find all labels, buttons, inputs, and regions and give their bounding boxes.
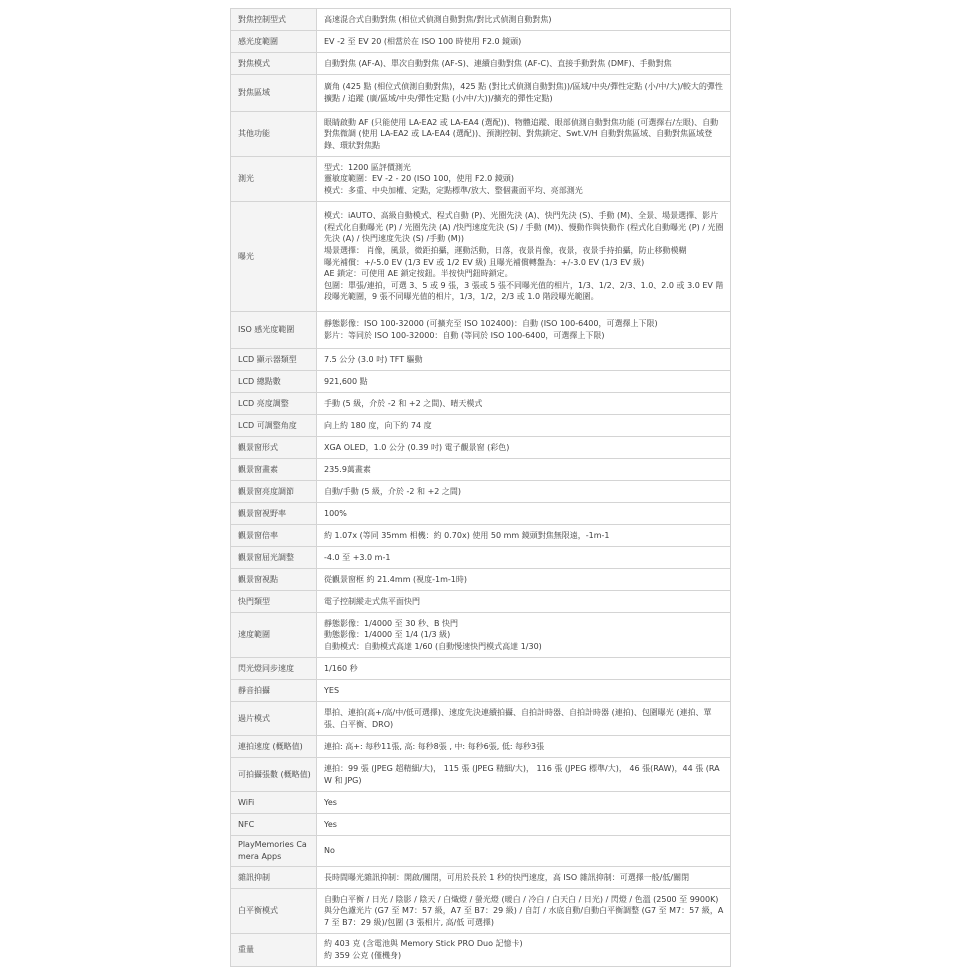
spec-label: 感光度範圍 [231,31,317,53]
spec-value [317,547,731,569]
spec-value [317,437,731,459]
spec-value-line: 廣角 (425 點 (相位式偵測自動對焦)，425 點 (對比式偵測自動對焦))/區域/中央/彈性定點 (小/中/大)/較大的彈性擴點 / 追蹤 (廣/區域/中央/彈性定點 (小/中/大))/擴充的彈性定點) [324,82,723,103]
spec-row [231,934,731,967]
spec-row [231,9,731,31]
spec-table [230,8,731,967]
spec-value [317,736,731,758]
spec-value-line: 模式：iAUTO、高級自動模式、程式自動 (P)、光圈先決 (A)、快門先決 (S)、手動 (M)、全景、場景選擇、影片 (程式化自動曝光 (P) / 光圈先決 (A) /快門速度先決 (S) / 手動 (M))、慢動作與快動作 (程式化自動曝光 (P) / 光圈先決 (A) / 快門速度先決 (S) /手動 (M)) [324,211,724,244]
spec-label: PlayMemories Camera Apps [231,836,317,867]
spec-label: NFC [231,814,317,836]
spec-row [231,503,731,525]
spec-row [231,53,731,75]
spec-row [231,547,731,569]
spec-value [317,680,731,702]
spec-value [317,31,731,53]
spec-value [317,393,731,415]
spec-label: 白平衡模式 [231,889,317,934]
spec-label: 重量 [231,934,317,967]
spec-table-body [231,9,731,967]
spec-value-line: YES [324,685,340,695]
spec-row [231,736,731,758]
spec-value-line: 手動 (5 級，介於 -2 和 +2 之間)、晴天模式 [324,398,483,408]
spec-value-line: 100% [324,508,347,518]
spec-value [317,312,731,349]
spec-value-line: 約 403 克 (含電池與 Memory Stick PRO Duo 記憶卡) [324,939,523,949]
spec-value [317,792,731,814]
spec-label: 連拍速度 (概略值) [231,736,317,758]
spec-label: 過片模式 [231,702,317,736]
spec-label: 快門類型 [231,591,317,613]
spec-value [317,53,731,75]
spec-value-line: 長時間曝光雜訊抑制：開啟/關閉，可用於長於 1 秒的快門速度，高 ISO 雜訊抑制：可選擇一般/低/關閉 [324,872,690,882]
spec-value [317,591,731,613]
spec-value [317,836,731,867]
spec-row [231,415,731,437]
spec-value-line: 場景選擇： 肖像，風景，微距拍攝，運動活動，日落，夜景肖像，夜景，夜景手持拍攝，防止移動模糊 [324,245,687,255]
spec-value [317,481,731,503]
spec-value-line: 約 359 公克 (僅機身) [324,951,402,960]
spec-value [317,157,731,202]
spec-row [231,680,731,702]
spec-value-line: 動態影像：1/4000 至 1/4 (1/3 級) [324,630,451,640]
spec-value [317,503,731,525]
spec-label: 觀景窗形式 [231,437,317,459]
spec-row [231,836,731,867]
spec-row [231,312,731,349]
spec-row [231,157,731,202]
spec-label: 觀景窗倍率 [231,525,317,547]
spec-value-line: 向上約 180 度，向下約 74 度 [324,420,432,430]
spec-label: 雜訊抑制 [231,867,317,889]
spec-value-line: 自動白平衡 / 日光 / 陰影 / 陰天 / 白熾燈 / 螢光燈 (暖白 / 冷白 / 白天白 / 日光) / 閃燈 / 色溫 (2500 至 9900K) 與分色濾光片 (G7 至 M7：57 級，A7 至 B7：29 級) / 自訂 / 水底自動/自動白平衡調整 (G7 至 M7：57 級，A7 至 B7：29 級)/包圍 (3 張相片, 高/低 可選擇) [324,894,724,927]
spec-value-line: -4.0 至 +3.0 m-1 [324,552,391,562]
spec-row [231,702,731,736]
spec-row [231,112,731,157]
spec-value-line: 眼睛啟動 AF (只能使用 LA-EA2 或 LA-EA4 (選配))、物體追蹤、眼部偵測自動對焦功能 (可選擇右/左眼)、自動對焦微調 (使用 LA-EA2 或 LA-EA4 (選配))、預測控制、對焦鎖定、Swt.V/H 自動對焦區域、自動對焦區域登錄、環狀對焦點 [324,117,719,150]
spec-label: 曝光 [231,202,317,312]
spec-label: 可拍攝張數 (概略值) [231,758,317,792]
spec-value [317,658,731,680]
spec-value-line: 自動對焦 (AF-A)、單次自動對焦 (AF-S)、連續自動對焦 (AF-C)、直接手動對焦 (DMF)、手動對焦 [324,58,672,68]
spec-label: 其他功能 [231,112,317,157]
spec-value [317,349,731,371]
spec-value-line: 靈敏度範圍：EV -2 - 20 (ISO 100，使用 F2.0 鏡頭) [324,174,514,184]
spec-row [231,591,731,613]
spec-row [231,525,731,547]
spec-label: ISO 感光度範圍 [231,312,317,349]
spec-value-line: 型式：1200 區評價測光 [324,162,411,172]
spec-value-line: Yes [324,797,337,807]
spec-row [231,202,731,312]
spec-value-line: 電子控制縱走式焦平面快門 [324,596,420,606]
spec-row [231,75,731,112]
spec-value-line: 7.5 公分 (3.0 吋) TFT 驅動 [324,354,423,364]
spec-value-line: 曝光補償：+/-5.0 EV (1/3 EV 或 1/2 EV 級) 且曝光補償轉盤為：+/-3.0 EV (1/3 EV 級) [324,257,645,267]
spec-value [317,814,731,836]
spec-row [231,393,731,415]
spec-value-line: 自動/手動 (5 級，介於 -2 和 +2 之間) [324,486,462,496]
spec-label: 對焦控制型式 [231,9,317,31]
spec-value [317,758,731,792]
spec-value [317,613,731,658]
spec-label: 對焦模式 [231,53,317,75]
spec-row [231,867,731,889]
spec-row [231,459,731,481]
spec-value-line: 高速混合式自動對焦 (相位式偵測自動對焦/對比式偵測自動對焦) [324,14,552,24]
spec-value-line: 靜態影像：ISO 100-32000 (可擴充至 ISO 102400)：自動 (ISO 100-6400，可選擇上下限) [324,319,658,329]
spec-row [231,613,731,658]
spec-row [231,349,731,371]
spec-label: 觀景窗視點 [231,569,317,591]
spec-value-line: 921,600 點 [324,376,368,386]
spec-value [317,702,731,736]
spec-row [231,758,731,792]
spec-label: 觀景窗亮度調節 [231,481,317,503]
spec-value-line: 235.9萬畫素 [324,464,371,474]
spec-label: 速度範圍 [231,613,317,658]
spec-label: LCD 亮度調整 [231,393,317,415]
spec-value [317,569,731,591]
spec-row [231,31,731,53]
spec-value-line: 靜態影像：1/4000 至 30 秒、B 快門 [324,618,458,628]
spec-value-line: 約 1.07x (等同 35mm 相機：約 0.70x) 使用 50 mm 鏡頭對焦無限遠，-1m-1 [324,530,610,540]
spec-row [231,481,731,503]
spec-value [317,75,731,112]
spec-row [231,658,731,680]
spec-value [317,202,731,312]
spec-value [317,415,731,437]
spec-value [317,112,731,157]
spec-label: WiFi [231,792,317,814]
spec-value-line: 單拍、連拍(高+/高/中/低可選擇)、速度先決連續拍攝、自拍計時器、自拍計時器 (連拍)、包圍曝光 (連拍、單張、白平衡、DRO) [324,707,712,729]
spec-value [317,889,731,934]
spec-label: 對焦區域 [231,75,317,112]
spec-label: LCD 可調整角度 [231,415,317,437]
spec-row [231,371,731,393]
spec-value-line: 模式：多重、中央加權、定點，定點標準/放大、整個畫面平均、亮部測光 [324,185,583,195]
spec-value [317,934,731,967]
spec-value-line: AE 鎖定：可使用 AE 鎖定按鈕。半按快門鈕時鎖定。 [324,269,513,279]
spec-row [231,569,731,591]
spec-label: 靜音拍攝 [231,680,317,702]
spec-label: LCD 總點數 [231,371,317,393]
spec-row [231,437,731,459]
spec-label: 觀景窗屈光調整 [231,547,317,569]
spec-value [317,459,731,481]
spec-value-line: XGA OLED，1.0 公分 (0.39 吋) 電子觀景窗 (彩色) [324,442,510,452]
spec-value-line: Yes [324,819,337,829]
spec-label: 觀景窗視野率 [231,503,317,525]
spec-row [231,792,731,814]
spec-value-line: EV -2 至 EV 20 (相當於在 ISO 100 時使用 F2.0 鏡頭) [324,36,522,46]
spec-value-line: 包圍：單張/連拍，可選 3、5 或 9 張，3 張或 5 張不同曝光值的相片，1/3、1/2、2/3、1.0、2.0 或 3.0 EV 階段曝光範圍，9 張不同曝光值的相片，1/3，1/2，2/3 或 1.0 階段曝光範圍。 [324,280,724,302]
spec-value [317,525,731,547]
spec-value [317,9,731,31]
spec-value [317,371,731,393]
spec-row [231,889,731,934]
spec-value [317,867,731,889]
spec-label: LCD 顯示器類型 [231,349,317,371]
spec-value-line: 自動模式：自動模式高達 1/60 (自動慢速快門模式高達 1/30) [324,641,542,651]
spec-value-line: No [324,846,335,856]
spec-label: 測光 [231,157,317,202]
spec-label: 觀景窗畫素 [231,459,317,481]
spec-label: 閃光燈同步速度 [231,658,317,680]
spec-value-line: 1/160 秒 [324,663,358,673]
spec-value-line: 連拍: 高+: 每秒11張, 高: 每秒8張 , 中: 每秒6張, 低: 每秒3張 [324,741,545,751]
spec-value-line: 影片：等同於 ISO 100-32000：自動 (等同於 ISO 100-6400，可選擇上下限) [324,331,605,340]
spec-value-line: 從觀景窗框 約 21.4mm (視度-1m-1時) [324,574,468,584]
spec-value-line: 連拍：99 張 (JPEG 超精細/大)， 115 張 (JPEG 精細/大)， 116 張 (JPEG 標準/大)， 46 張(RAW)，44 張 (RAW 和 JPG) [324,763,720,785]
spec-row [231,814,731,836]
